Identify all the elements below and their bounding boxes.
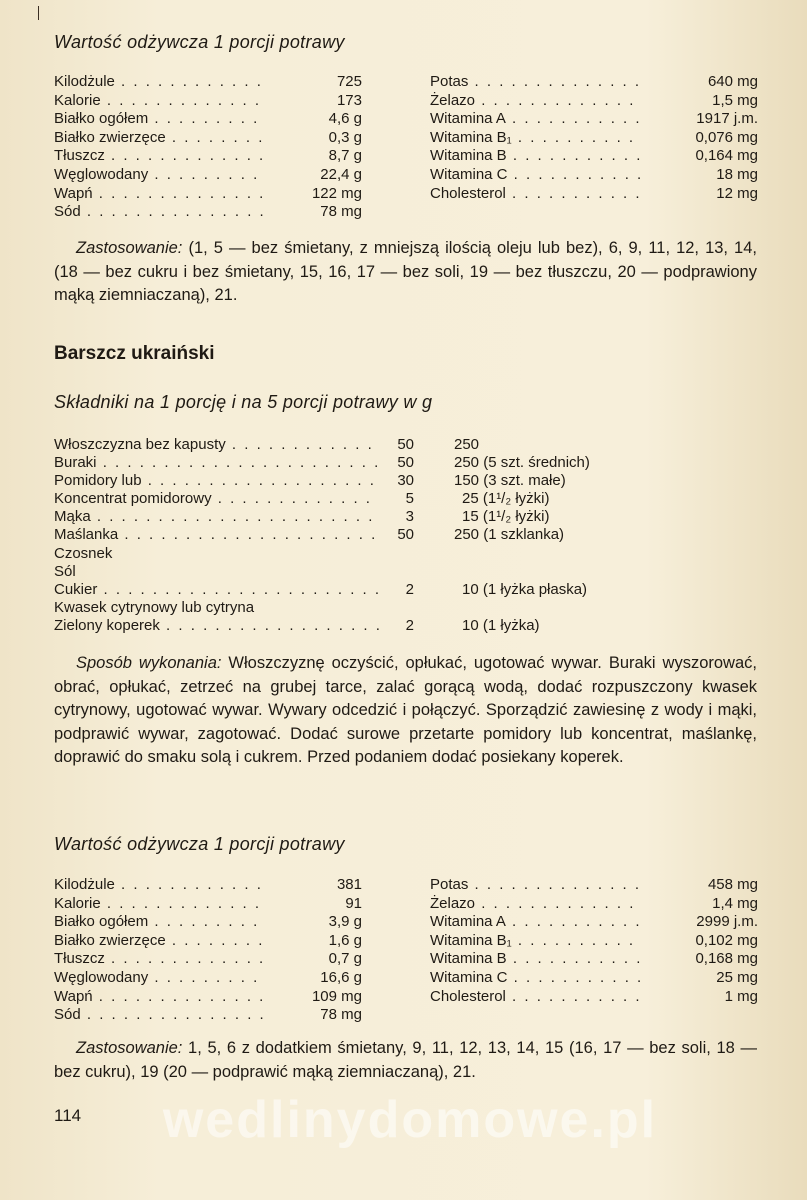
ingredient-name: Pomidory lub . . . xyxy=(54,472,379,489)
ingredient-qty-5: 10 (1 łyżka) xyxy=(462,616,540,634)
scan-mark xyxy=(38,6,39,20)
nutrient-label: Białko zwierzęce . . . xyxy=(54,129,266,146)
nutrient-label: Witamina A . . . xyxy=(430,913,640,930)
method-text: Włoszczyznę oczyścić, opłukać, ugotować wywar. Buraki wyszorować, obrać, opłukać, zetrzeć na grubej tarce, zalać gorącą wodą, dodać rozpuszczony kwasek cytrynowy, ugotować wywar. Wywary odcedzić i połączyć. Sporządzić zawiesinę z wody i mąki, podprawić wywar, zagotować. Dodać surowe przetarte pomidory lub koncentrat, maślankę, doprawić do smaku solą i cukrem. Przed podaniem dodać posiekany koperek. xyxy=(54,654,757,767)
leader-dots xyxy=(475,92,640,109)
usage-paragraph-top xyxy=(54,237,757,308)
ingredient-qty-5: 150 (3 szt. małe) xyxy=(454,472,566,490)
leader-dots xyxy=(507,147,640,164)
nutrient-value: 18 mg xyxy=(716,165,758,183)
ingredient-row xyxy=(54,563,774,581)
ingredient-qty-1: 50 xyxy=(397,436,414,453)
leader-dots xyxy=(115,876,266,893)
leader-dots xyxy=(148,110,266,127)
ingredient-qty-5: 25 (1¹/₂ łyżki) xyxy=(462,490,550,508)
ingredient-qty-1: 30 xyxy=(397,472,414,490)
ingredients-table xyxy=(54,436,774,635)
ingredient-name: Cukier . . . xyxy=(54,581,379,598)
ingredient-qty-1: 3 xyxy=(405,508,414,526)
nutrient-value: 122 mg xyxy=(311,184,362,202)
nutrient-label: Białko ogółem . . . xyxy=(54,110,266,127)
nutrient-label: Cholesterol . . . xyxy=(430,185,640,202)
nutrient-value: 0,7 g xyxy=(328,950,362,968)
leader-dots xyxy=(468,73,640,90)
leader-dots xyxy=(93,988,266,1005)
leader-dots xyxy=(148,166,266,183)
leader-dots xyxy=(468,876,640,893)
leader-dots xyxy=(115,73,266,90)
nutrient-label: Sód . . . xyxy=(54,1006,266,1023)
nutrient-label: Cholesterol . . . xyxy=(430,988,640,1005)
nutrient-label: Kalorie . . . xyxy=(54,92,266,109)
ingredient-row xyxy=(54,545,774,563)
leader-dots xyxy=(508,969,640,986)
ingredient-qty-1: 50 xyxy=(397,454,414,472)
nutrient-label: Węglowodany . . . xyxy=(54,969,266,986)
ingredient-qty-5: 250 (5 szt. średnich) xyxy=(454,454,590,472)
leader-dots xyxy=(506,988,640,1005)
leader-dots xyxy=(148,969,266,986)
nutrient-label: Białko ogółem . . . xyxy=(54,913,266,930)
ingredients-heading: Składniki na 1 porcję i na 5 porcji potrawy w g xyxy=(54,392,433,412)
nutrient-value: 0,168 mg xyxy=(695,950,758,968)
nutrient-value: 78 mg xyxy=(320,1006,362,1024)
nutrient-value: 16,6 g xyxy=(320,968,362,986)
ingredient-row xyxy=(54,472,774,490)
ingredient-row xyxy=(54,454,774,472)
nutrient-value: 0,076 mg xyxy=(695,128,758,146)
nutrient-value: 0,164 mg xyxy=(695,147,758,165)
nutrient-value: 1,5 mg xyxy=(712,91,758,109)
ingredient-name: Kwasek cytrynowy lub cytryna xyxy=(54,598,255,616)
nutrient-label: Kilodżule . . . xyxy=(54,876,266,893)
usage-label: Zastosowanie: xyxy=(76,239,183,257)
nutrient-label: Tłuszcz . . . xyxy=(54,950,266,967)
nutrient-label: Białko zwierzęce . . . xyxy=(54,932,266,949)
nutrient-label: Witamina B . . . xyxy=(430,950,640,967)
watermark: wedlinydomowe.pl xyxy=(162,1091,658,1149)
nutrient-label: Tłuszcz . . . xyxy=(54,147,266,164)
usage-paragraph-bottom xyxy=(54,1037,757,1084)
nutrient-value: 91 xyxy=(345,894,362,912)
leader-dots xyxy=(512,129,640,146)
usage-text: 1, 5, 6 z dodatkiem śmietany, 9, 11, 12, 13, 14, 15 (16, 17 — bez soli, 18 — bez cukru), 19 (20 — podprawić mąką ziemniaczaną), 21. xyxy=(54,1039,757,1081)
nutrient-value: 1,4 mg xyxy=(712,894,758,912)
leader-dots xyxy=(101,92,266,109)
nutrient-value: 1 mg xyxy=(724,987,758,1005)
nutrient-label: Sód . . . xyxy=(54,203,266,220)
ingredient-qty-1: 50 xyxy=(397,526,414,544)
ingredient-row xyxy=(54,508,774,526)
leader-dots xyxy=(105,147,266,164)
ingredient-name: Buraki . . . xyxy=(54,454,379,471)
nutrient-label: Żelazo . . . xyxy=(430,92,640,109)
ingredient-name: Czosnek xyxy=(54,544,113,562)
ingredient-row xyxy=(54,526,774,544)
nutrient-value: 78 mg xyxy=(320,203,362,221)
leader-dots xyxy=(508,166,640,183)
nutrient-label: Witamina B₁ . . . xyxy=(430,932,640,949)
nutrient-value: 458 mg xyxy=(707,876,758,893)
nutrient-label: Witamina B₁ . . . xyxy=(430,129,640,146)
method-paragraph xyxy=(54,652,757,770)
ingredient-qty-1: 5 xyxy=(405,490,414,508)
usage-label: Zastosowanie: xyxy=(76,1039,183,1057)
nutrient-label: Węglowodany . . . xyxy=(54,166,266,183)
nutrient-label: Potas . . . xyxy=(430,876,640,893)
nutrient-value: 0,3 g xyxy=(328,128,362,146)
nutrient-value: 381 xyxy=(336,876,362,893)
ingredient-row xyxy=(54,581,774,599)
page-number: 114 xyxy=(54,1106,82,1125)
leader-dots xyxy=(506,913,640,930)
ingredient-qty-1: 2 xyxy=(405,616,414,634)
ingredient-row xyxy=(54,599,774,617)
nutrition-heading-top: Wartość odżywcza 1 porcji potrawy xyxy=(54,32,345,52)
nutrient-value: 2999 j.m. xyxy=(696,913,758,931)
nutrient-label: Witamina C . . . xyxy=(430,166,640,183)
nutrient-value: 725 xyxy=(336,73,362,90)
leader-dots xyxy=(506,110,640,127)
ingredient-name: Sól xyxy=(54,562,76,580)
usage-text: (1, 5 — bez śmietany, z mniejszą ilością oleju lub bez), 6, 9, 11, 12, 13, 14, (18 — bez cukru i bez śmietany, 15, 16, 17 — bez soli, 19 — bez tłuszczu, 20 — podprawiony mąką ziemniaczaną), 21. xyxy=(54,239,757,305)
ingredient-qty-5: 10 (1 łyżka płaska) xyxy=(462,580,588,598)
nutrient-value: 1917 j.m. xyxy=(696,110,758,128)
recipe-title: Barszcz ukraiński xyxy=(54,343,215,364)
nutrient-label: Potas . . . xyxy=(430,73,640,90)
nutrient-label: Wapń . . . xyxy=(54,185,266,202)
leader-dots xyxy=(475,895,640,912)
ingredient-name: Włoszczyzna bez kapusty . . . xyxy=(54,436,379,453)
nutrient-value: 173 xyxy=(336,91,362,109)
ingredient-qty-5: 250 (1 szklanka) xyxy=(454,526,565,544)
nutrient-value: 4,6 g xyxy=(328,110,362,128)
nutrient-value: 22,4 g xyxy=(320,165,362,183)
nutrient-label: Żelazo . . . xyxy=(430,895,640,912)
leader-dots xyxy=(166,129,266,146)
ingredient-qty-5: 15 (1¹/₂ łyżki) xyxy=(462,508,550,526)
nutrient-label: Witamina C . . . xyxy=(430,969,640,986)
ingredient-qty-5: 250 xyxy=(454,436,480,453)
nutrient-label: Kalorie . . . xyxy=(54,895,266,912)
ingredient-row xyxy=(54,490,774,508)
ingredient-name: Zielony koperek . . . xyxy=(54,617,379,634)
nutrient-label: Kilodżule . . . xyxy=(54,73,266,90)
nutrient-value: 640 mg xyxy=(707,73,758,90)
ingredient-name: Mąka . . . xyxy=(54,508,379,525)
nutrient-value: 25 mg xyxy=(716,968,758,986)
leader-dots xyxy=(105,950,266,967)
nutrient-label: Witamina A . . . xyxy=(430,110,640,127)
ingredient-qty-1: 2 xyxy=(405,580,414,598)
leader-dots xyxy=(512,932,640,949)
nutrient-value: 3,9 g xyxy=(328,913,362,931)
leader-dots xyxy=(506,185,640,202)
leader-dots xyxy=(148,913,266,930)
leader-dots xyxy=(93,185,266,202)
method-label: Sposób wykonania: xyxy=(76,654,222,672)
leader-dots xyxy=(81,203,266,220)
nutrient-value: 0,102 mg xyxy=(695,931,758,949)
nutrient-value: 1,6 g xyxy=(328,931,362,949)
nutrient-label: Wapń . . . xyxy=(54,988,266,1005)
ingredient-row xyxy=(54,436,774,454)
nutrient-label: Witamina B . . . xyxy=(430,147,640,164)
leader-dots xyxy=(507,950,640,967)
ingredient-name: Maślanka . . . xyxy=(54,526,379,543)
nutrition-heading-bottom: Wartość odżywcza 1 porcji potrawy xyxy=(54,834,345,854)
nutrient-value: 12 mg xyxy=(716,184,758,202)
nutrient-value: 8,7 g xyxy=(328,147,362,165)
leader-dots xyxy=(166,932,266,949)
leader-dots xyxy=(101,895,266,912)
ingredient-name: Koncentrat pomidorowy . . . xyxy=(54,490,379,507)
ingredient-row xyxy=(54,617,774,635)
nutrient-value: 109 mg xyxy=(311,987,362,1005)
leader-dots xyxy=(81,1006,266,1023)
